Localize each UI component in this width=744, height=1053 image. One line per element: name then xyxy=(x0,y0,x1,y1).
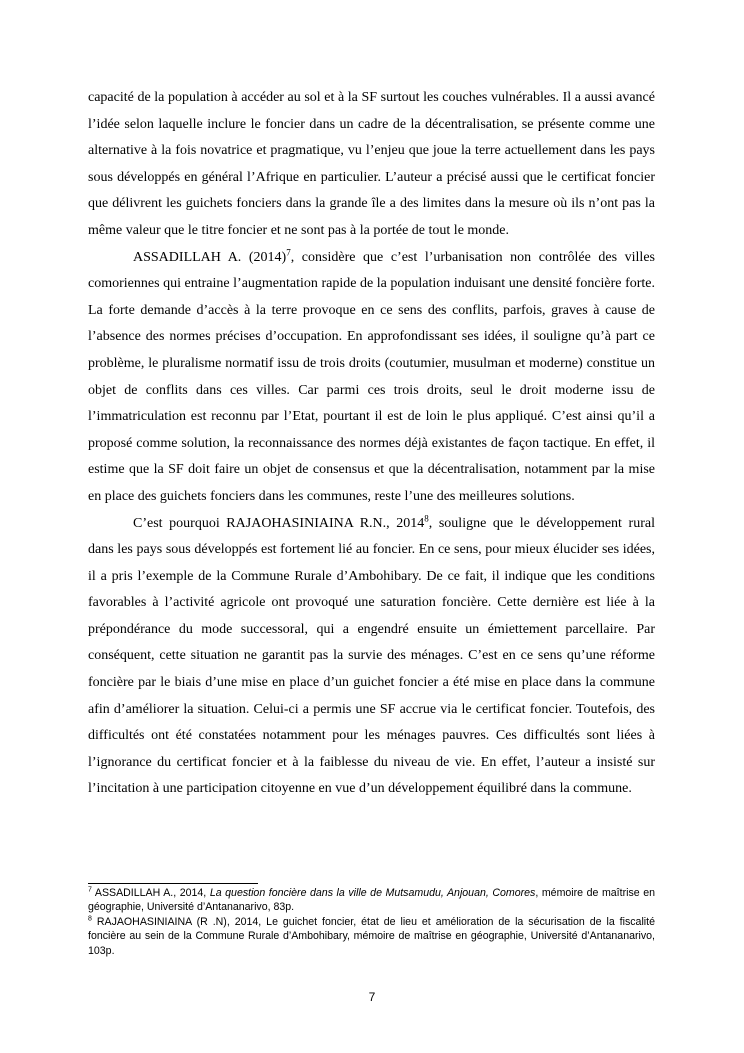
footnotes xyxy=(88,886,655,958)
footnote-author: RAJAOHASINIAINA (R .N), 2014, Le guichet foncier, état de lieu et amélioration de la sécurisation de la fiscalité foncière au sein de la Commune Rurale d’Ambohibary, mémoire de maîtrise en géographie, Université d’Antananarivo, 103p. xyxy=(88,915,655,957)
body-text xyxy=(88,85,655,803)
footnote-rest: , mémoire de maîtrise en géographie, Université d’Antananarivo, 83p. xyxy=(88,887,655,914)
footnote-7 xyxy=(88,886,655,915)
footnote-ref-8[interactable]: 8 xyxy=(424,512,429,523)
paragraph-2 xyxy=(88,245,655,511)
paragraph-3-text: , souligne que le développement rural dans les pays sous développés est fortement lié au foncier. En ce sens, pour mieux élucider ses idées, il a pris l’exemple de la Commune Rurale d’Ambohibary. De ce fait, il indique que les conditions favorables à l’activité agricole ont provoqué une saturation foncière. Cette dernière est liée à la prépondérance du mode successoral, qui a engendré ensuite un émiettement parcellaire. Par conséquent, cette situation ne garantit pas la survie des ménages. C’est en ce sens qu’une réforme foncière par le biais d’une mise en place d’un guichet foncier a été mise en place dans la commune afin d’améliorer la situation. Celui-ci a permis une SF accrue via le certificat foncier. Toutefois, des difficultés ont été constatées notamment pour les ménages pauvres. Ces difficultés sont liées à l’ignorance du certificat foncier et à la faiblesse du niveau de vie. En effet, l’auteur a insisté sur l’incitation à une participation citoyenne en vue d’un développement équilibré dans la commune. xyxy=(88,515,655,797)
paragraph-1-text: capacité de la population à accéder au sol et à la SF surtout les couches vulnérables. Il a aussi avancé l’idée selon laquelle inclure le foncier dans un cadre de la décentralisation, se présente comme une alternative à la fois novatrice et pragmatique, vu l’enjeu que joue la terre actuellement dans les pays sous développés en général l’Afrique en particulier. L’auteur a précisé aussi que le certificat foncier que délivrent les guichets fonciers dans la grande île a des limites dans la mesure où ils n’ont pas la même valeur que le titre foncier et ne sont pas à la portée de tout le monde. xyxy=(88,90,655,238)
footnote-number: 7 xyxy=(88,886,92,894)
footnote-title: La question foncière dans la ville de Mutsamudu, Anjouan, Comores xyxy=(209,887,536,899)
footnote-8 xyxy=(88,915,655,958)
paragraph-3 xyxy=(88,511,655,804)
footnote-ref-7[interactable]: 7 xyxy=(286,246,291,257)
paragraph-1 xyxy=(88,85,655,245)
page-number: 7 xyxy=(368,990,376,1004)
paragraph-2-text: , considère que c’est l’urbanisation non contrôlée des villes comoriennes qui entraine l’augmentation rapide de la population induisant une densité foncière forte. La forte demande d’accès à la terre provoque en ce sens des conflits, parfois, graves à cause de l’absence des normes précises d’occupation. En approfondissant ses idées, il souligne qu’à part ce problème, le pluralisme normatif issu de trois droits (coutumier, musulman et moderne) constitue un objet de conflits dans ces villes. Car parmi ces trois droits, seul le droit moderne issu de l’immatriculation est reconnu par l’Etat, pourtant il est de loin le plus appliqué. C’est ainsi qu’il a proposé comme solution, la reconnaissance des normes déjà existantes de façon tactique. En effet, il estime que la SF doit faire un objet de consensus et que la décentralisation, notamment par la mise en place des guichets fonciers dans les communes, reste l’une des meilleures solutions. xyxy=(88,249,655,504)
paragraph-3-lead: C’est pourquoi RAJAOHASINIAINA R.N., 2014 xyxy=(133,515,425,531)
paragraph-2-lead: ASSADILLAH A. (2014) xyxy=(133,249,287,265)
footnote-divider xyxy=(88,883,258,884)
footnote-number: 8 xyxy=(88,915,92,923)
footnote-author: ASSADILLAH A., 2014, xyxy=(91,887,210,899)
